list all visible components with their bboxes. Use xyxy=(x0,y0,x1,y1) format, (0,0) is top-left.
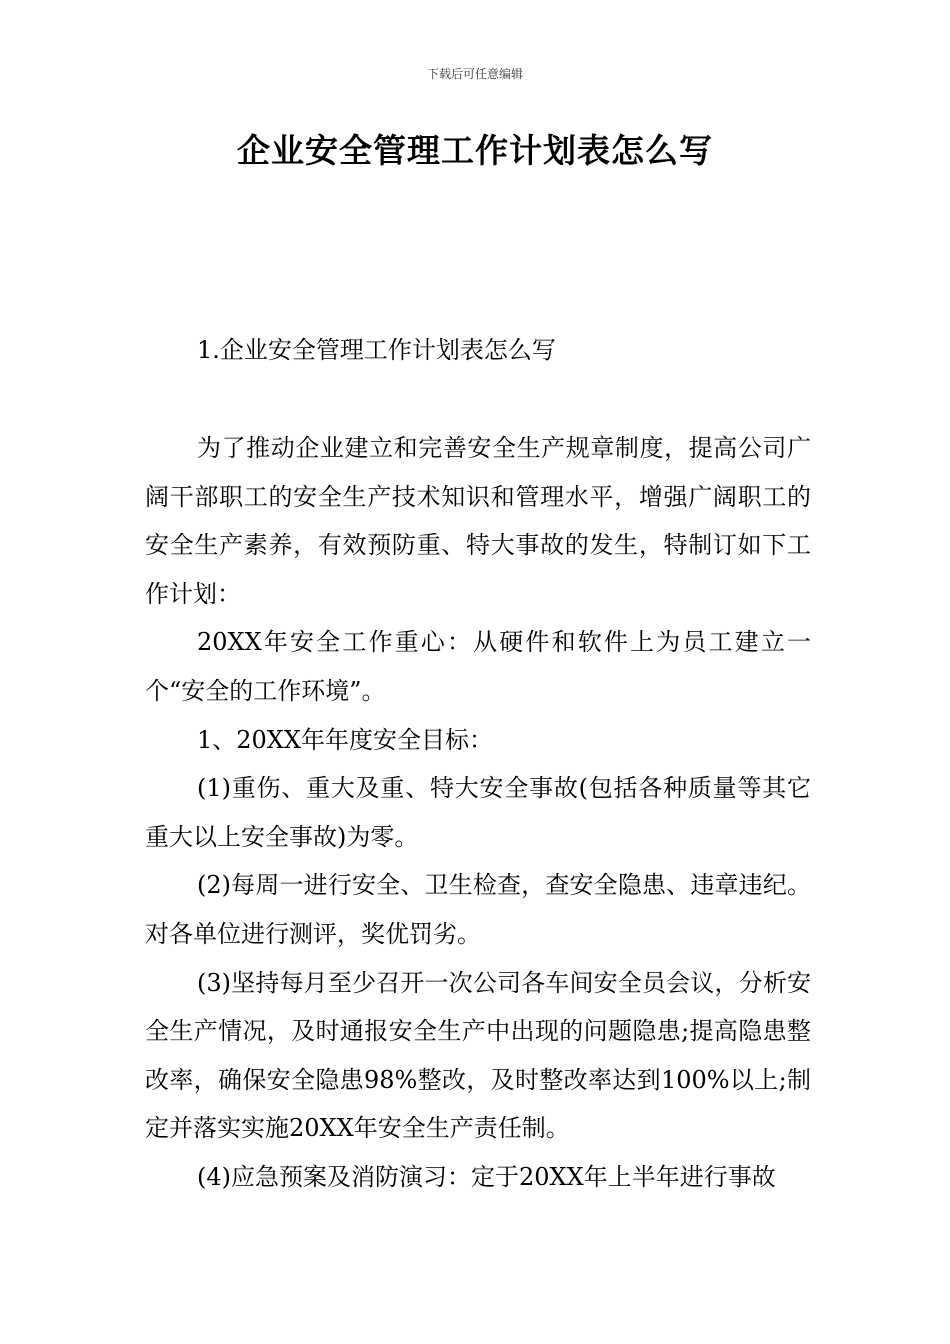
paragraph-goal-1: (1)重伤、重大及重、特大安全事故(包括各种质量等其它重大以上安全事故)为零。 xyxy=(145,774,811,851)
page-header-note: 下载后可任意编辑 xyxy=(426,67,523,81)
paragraph-goal-4: (4)应急预案及消防演习：定于20XX年上半年进行事故 xyxy=(197,1162,776,1191)
paragraph-focus: 20XX年安全工作重心：从硬件和软件上为员工建立一个“安全的工作环境”。 xyxy=(145,628,811,705)
document-body xyxy=(145,424,811,1202)
paragraph-intro: 为了推动企业建立和完善安全生产规章制度，提高公司广阔干部职工的安全生产技术知识和管理水平，增强广阔职工的安全生产素养，有效预防重、特大事故的发生，特制订如下工作计划： xyxy=(145,434,811,608)
paragraph-goal-2: (2)每周一进行安全、卫生检查，查安全隐患、违章违纪。对各单位进行测评，奖优罚劣。 xyxy=(145,871,811,948)
document-title: 企业安全管理工作计划表怎么写 xyxy=(237,131,713,170)
paragraph-goal-heading: 1、20XX年年度安全目标： xyxy=(197,725,493,754)
section-heading: 1.企业安全管理工作计划表怎么写 xyxy=(197,336,556,364)
paragraph-goal-3: (3)坚持每月至少召开一次公司各车间安全员会议，分析安全生产情况，及时通报安全生产中出现的问题隐患;提高隐患整改率，确保安全隐患98%整改，及时整改率达到100%以上;制定并落实实施20XX年安全生产责任制。 xyxy=(145,968,811,1143)
